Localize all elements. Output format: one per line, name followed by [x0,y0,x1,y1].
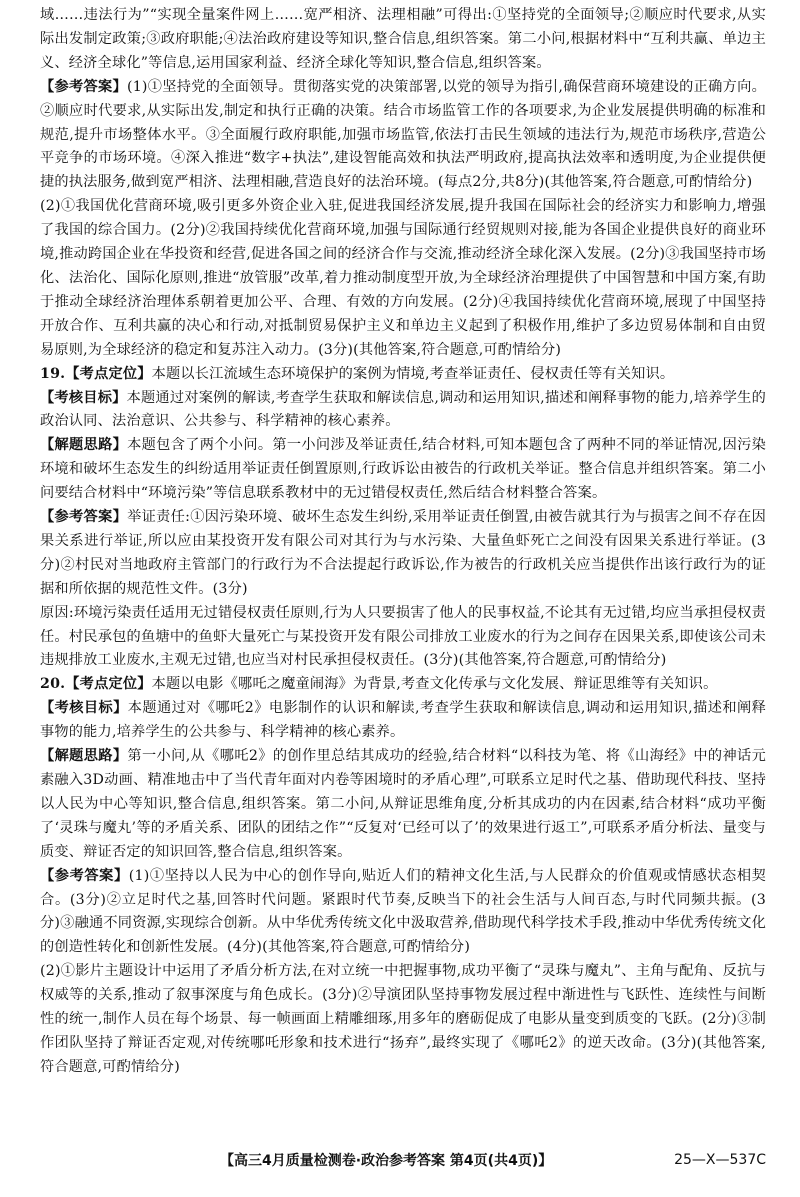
page-footer [40,1150,766,1170]
q19-idea-text: 本题包含了两个小问。第一小问涉及举证责任,结合材料,可知本题包含了两种不同的举证情况,因污染环境和破坏生态发生的纠纷适用举证责任倒置原则,行政诉讼由被告的行政机关举证。整合信息并组织答案。第二小问要结合材料中“环境污染”等信息联系教材中的无过错侵权责任,然后结合材料整合答案。 [40,437,767,502]
q20-location [40,673,766,697]
q18-answer-part2: (2)①我国优化营商环境,吸引更多外资企业入驻,促进我国经济发展,提升我国在国际社会的经济实力和影响力,增强了我国的综合国力。(2分)②我国持续优化营商环境,加强与国际通行经贸规则对接,能为各国企业提供良好的商业环境,推动跨国企业在华投资和经营,促进各国之间的经济合作与交流,推动经济全球化深入发展。(2分)③我国坚持市场化、法治化、国际化原则,推进“放管服”改革,着力推动制度型开放,为全球经济治理提供了中国智慧和中国方案,有助于推动全球经济治理体系朝着更加公平、合理、有效的方向发展。(2分)④我国持续优化营商环境,展现了中国坚持开放合作、互利共赢的决心和行动,对抵制贸易保护主义和单边主义起到了积极作用,维护了多边贸易体制和自由贸易原则,为全球经济的稳定和复苏注入动力。(3分)(其他答案,符合题意,可酌情给分) [40,198,766,358]
reference-answer-tag: 【参考答案】 [40,509,128,526]
q18-idea-continuation: 域……违法行为”“实现全量案件网上……宽严相济、法理相融”可得出:①坚持党的全面领导;②顺应时代要求,从实际出发制定政策;③政府职能;④法治政府建设等知识,整合信息,组织答案。第二小问,根据材料中“互利共赢、单边主义、经济全球化”等信息,运用国家利益、经济全球化等知识,整合信息,组织答案。 [40,7,766,71]
q19-location [40,363,766,387]
location-tag: 【考点定位】 [65,676,152,693]
reference-answer-tag: 【参考答案】 [40,78,127,95]
location-tag: 【考点定位】 [65,365,152,382]
footer-code: 25—X—537C [674,1152,766,1168]
q20-number: 20. [40,676,66,693]
answer-body [40,4,766,1080]
goal-tag: 【考核目标】 [40,389,127,406]
q19-goal [40,387,766,435]
goal-tag: 【考核目标】 [40,700,128,717]
footer-title: 【高三4月质量检测卷·政治参考答案 第4页(共4页)】 [220,1153,553,1169]
q20-answer-part1 [40,865,766,961]
q19-idea [40,434,766,506]
q20-location-text: 本题以电影《哪吒之魔童闹海》为背景,考查文化传承与文化发展、辩证思维等有关知识。 [151,676,718,693]
idea-tag: 【解题思路】 [40,437,128,454]
q20-answer-part1-text: (1)①坚持以人民为中心的创作导向,贴近人们的精神文化生活,与人民群众的价值观或情感状态相契合。(3分)②立足时代之基,回答时代问题。紧跟时代节奏,反映当下的社会生活与人间百态,与时代同频共振。(3分)③融通不同资源,实现综合创新。从中华优秀传统文化中汲取营养,借助现代科学技术手段,推动中华优秀传统文化的创造性转化和创新性发展。(4分)(其他答案,符合题意,可酌情给分) [40,867,766,956]
q19-answer [40,506,766,602]
q19-reason: 原因:环境污染责任适用无过错侵权责任原则,行为人只要损害了他人的民事权益,不论其有无过错,均应当承担侵权责任。村民承包的鱼塘中的鱼虾大量死亡与某投资开发有限公司排放工业废水的行为之间存在因果关系,即使该公司未违规排放工业废水,主观无过错,也应当对村民承担侵权责任。(3分)(其他答案,符合题意,可酌情给分) [40,604,766,669]
q19-number: 19. [40,365,66,382]
q20-answer-part2: (2)①影片主题设计中运用了矛盾分析方法,在对立统一中把握事物,成功平衡了“灵珠与魔丸”、主角与配角、反抗与权威等的关系,推动了叙事深度与角色成长。(3分)②导演团队坚持事物发展过程中渐进性与飞跃性、连续性与间断性的统一,制作人员在每个场景、每一帧画面上精雕细琢,用多年的磨砺促成了电影从量变到质变的飞跃。(2分)③制作团队坚持了辩证否定观,对传统哪吒形象和技术进行“扬弃”,最终实现了《哪吒2》的逆天改命。(3分)(其他答案,符合题意,可酌情给分) [40,963,766,1075]
q18-answer-part1 [40,76,766,196]
q19-location-text: 本题以长江流域生态环境保护的案例为情境,考查举证责任、侵权责任等有关知识。 [151,365,675,382]
q19-answer-text: 举证责任:①因污染环境、破坏生态发生纠纷,采用举证责任倒置,由被告就其行为与损害之间不存在因果关系进行举证,所以应由某投资开发有限公司对其行为与水污染、大量鱼虾死亡之间没有因果关系进行举证。(3分)②村民对当地政府主管部门的行政行为不合法提起行政诉讼,作为被告的行政机关应当提供作出该行政行为的证据和所依据的规范性文件。(3分) [40,509,766,597]
reference-answer-tag: 【参考答案】 [40,867,129,884]
q20-goal-text: 本题通过对《哪吒2》电影制作的认识和解读,考查学生获取和解读信息,调动和运用知识,描述和阐释事物的能力,培养学生的公共参与、科学精神的核心素养。 [40,700,766,741]
q20-idea-text: 第一小问,从《哪吒2》的创作里总结其成功的经验,结合材料“以科技为笔、将《山海经》中的神话元素融入3D动画、精准地击中了当代青年面对内卷等困境时的矛盾心理”,可联系立足时代之基、借助现代科技、坚持以人民为中心等知识,整合信息,组织答案。第二小问,从辩证思维角度,分析其成功的内在因素,结合材料“成功平衡了‘灵珠与魔丸’等的矛盾关系、团队的团结之作”“反复对‘已经可以了’的效果进行返工”,可联系矛盾分析法、量变与质变、辩证否定的知识回答,整合信息,组织答案。 [40,748,766,860]
q20-goal [40,697,766,745]
q18-answer-part1-text: (1)①坚持党的全面领导。贯彻落实党的决策部署,以党的领导为指引,确保营商环境建设的正确方向。②顺应时代要求,从实际出发,制定和执行正确的决策。结合市场监管工作的各项要求,为企业发展提供明确的标准和规范,提升市场整体水平。③全面履行政府职能,加强市场监管,依法打击民生领域的违法行为,规范市场秩序,营造公平竞争的市场环境。④深入推进“数字+执法”,建设智能高效和执法严明政府,提高执法效率和透明度,为企业提供便捷的执法服务,做到宽严相济、法理相融,营造良好的法治环境。(每点2分,共8分)(其他答案,符合题意,可酌情给分) [40,78,766,191]
idea-tag: 【解题思路】 [40,748,128,765]
q20-idea [40,745,766,865]
q19-goal-text: 本题通过对案例的解读,考查学生获取和解读信息,调动和运用知识,描述和阐释事物的能力,培养学生的政治认同、法治意识、公共参与、科学精神的核心素养。 [40,389,766,430]
